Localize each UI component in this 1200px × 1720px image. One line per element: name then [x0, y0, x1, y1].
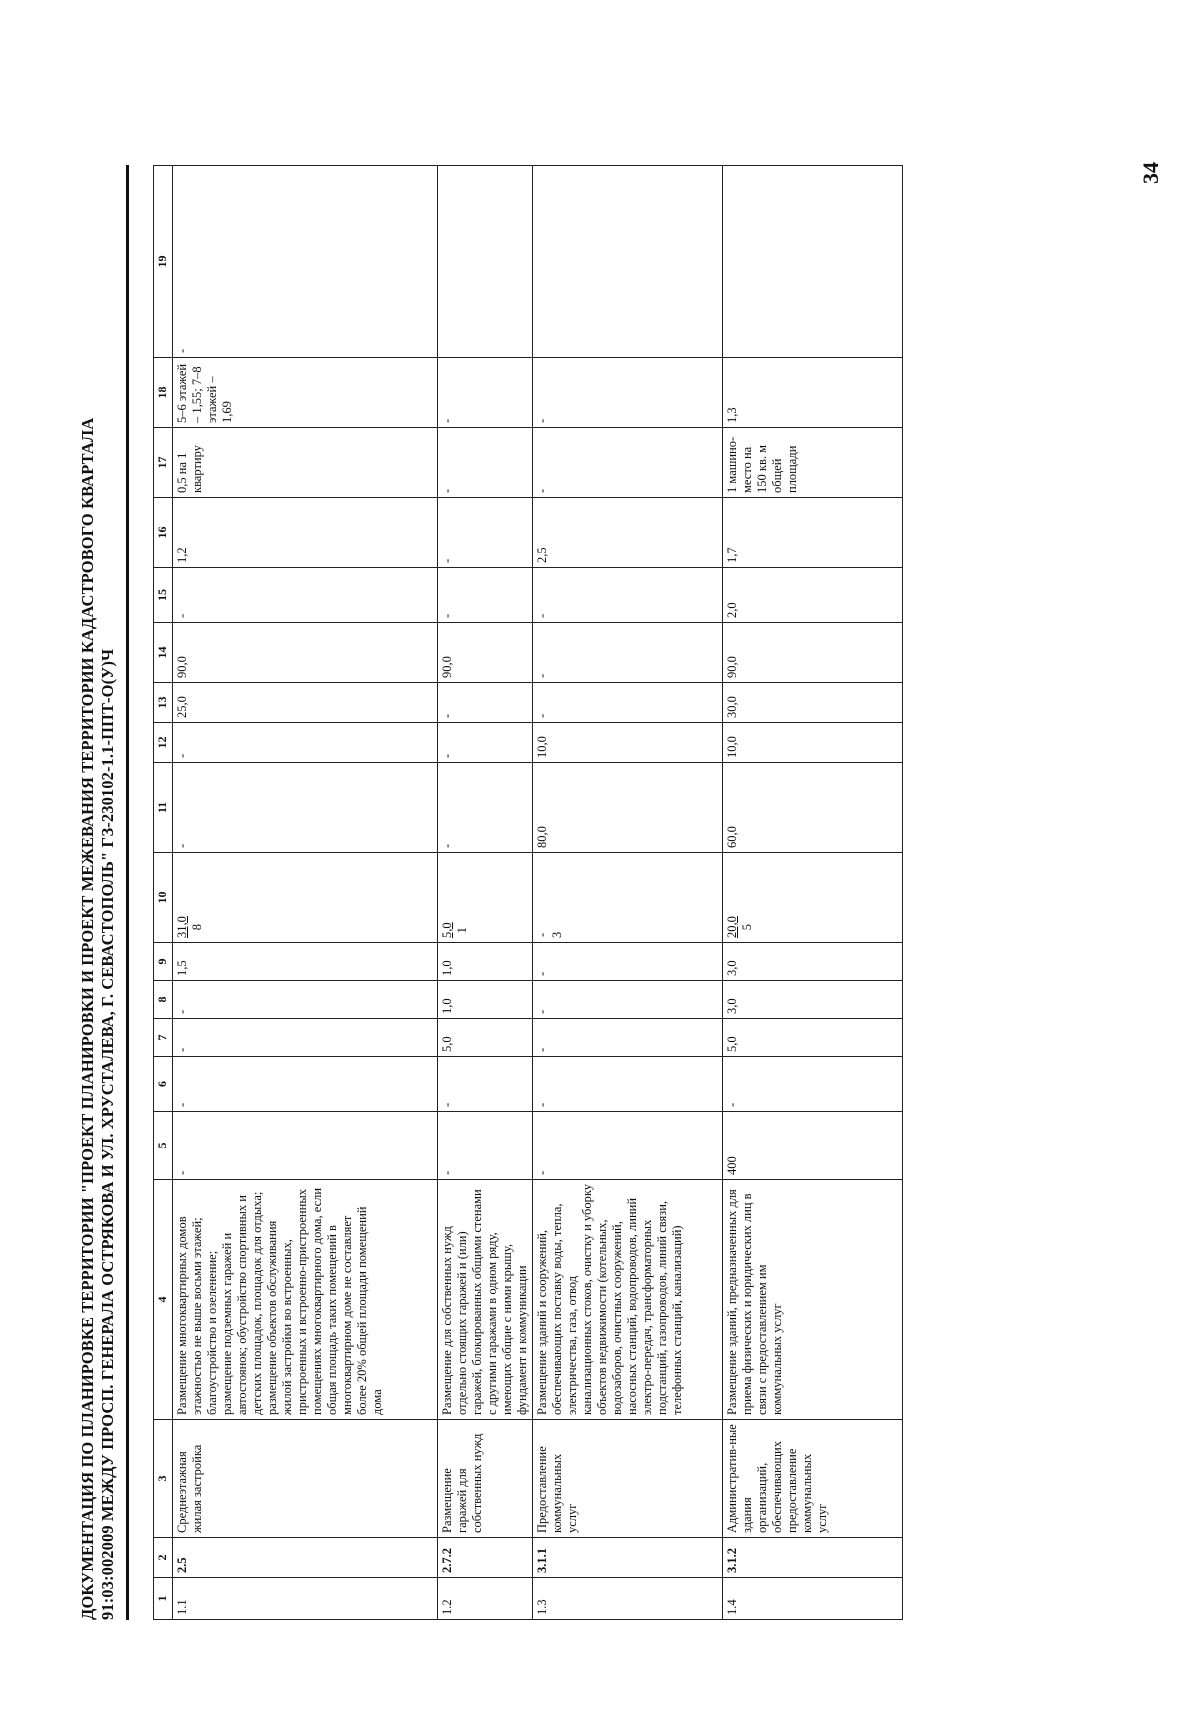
- row-use-name: Предоставление коммунальных услуг: [533, 1420, 723, 1538]
- cell-col-12: 10,0: [723, 723, 903, 763]
- header-row: [154, 166, 173, 1620]
- cell-col-17: -: [438, 428, 533, 498]
- col-header-4: 4: [154, 1180, 173, 1420]
- cell-col-19: [438, 166, 533, 358]
- cell-col-18: 5–6 этажей – 1,55; 7–8 этажей – 1,69: [173, 358, 438, 428]
- cell-col-17: -: [533, 428, 723, 498]
- cell-col-9: 3,0: [723, 943, 903, 981]
- cell-col-18: -: [438, 358, 533, 428]
- fraction-value: [175, 916, 205, 938]
- document-title: [78, 165, 129, 1620]
- cell-col-15: 2,0: [723, 568, 903, 623]
- col-header-13: 13: [154, 683, 173, 723]
- col-header-8: 8: [154, 981, 173, 1019]
- row-number: 1.4: [723, 1578, 903, 1620]
- cell-col-5: -: [438, 1112, 533, 1180]
- col-header-14: 14: [154, 623, 173, 683]
- fraction-denominator: 3: [550, 931, 564, 938]
- cell-col-5: -: [533, 1112, 723, 1180]
- regulations-table: [153, 165, 903, 1620]
- col-header-3: 3: [154, 1420, 173, 1538]
- cell-col-10: [173, 853, 438, 943]
- fraction-numerator: -: [535, 932, 549, 937]
- cell-col-7: 5,0: [723, 1019, 903, 1057]
- title-line-1: ДОКУМЕНТАЦИЯ ПО ПЛАНИРОВКЕ ТЕРРИТОРИИ "ПРОЕКТ ПЛАНИРОВКИ И ПРОЕКТ МЕЖЕВАНИЯ ТЕРРИТОРИИ КАДАСТРОВОГО КВАРТАЛА: [78, 417, 97, 1620]
- cell-col-16: 1,7: [723, 498, 903, 568]
- fraction-numerator: 20,0: [725, 916, 739, 938]
- cell-col-13: -: [438, 683, 533, 723]
- col-header-1: 1: [154, 1578, 173, 1620]
- cell-col-9: 1,0: [438, 943, 533, 981]
- cell-col-14: -: [533, 623, 723, 683]
- cell-col-7: -: [533, 1019, 723, 1057]
- cell-col-8: -: [173, 981, 438, 1019]
- cell-col-11: -: [173, 763, 438, 853]
- cell-col-14: 90,0: [438, 623, 533, 683]
- cell-col-8: 3,0: [723, 981, 903, 1019]
- fraction-denominator: 1: [455, 927, 469, 934]
- col-header-16: 16: [154, 498, 173, 568]
- row-use-description: Размещение для собственных нужд отдельно стоящих гаражей и (или) гаражей, блокированных общими стенами с другими гаражами в одном ряду, имеющих общие с ними крышу, фундамент и коммуникации: [438, 1180, 533, 1420]
- cell-col-15: -: [438, 568, 533, 623]
- col-header-19: 19: [154, 166, 173, 358]
- cell-col-12: -: [173, 723, 438, 763]
- cell-col-16: -: [438, 498, 533, 568]
- cell-col-8: -: [533, 981, 723, 1019]
- cell-col-19: -: [173, 166, 438, 358]
- cell-col-14: 90,0: [723, 623, 903, 683]
- cell-col-10: [723, 853, 903, 943]
- row-use-name: Размещение гаражей для собственных нужд: [438, 1420, 533, 1538]
- cell-col-17: 0,5 на 1 квартиру: [173, 428, 438, 498]
- col-header-11: 11: [154, 763, 173, 853]
- col-header-12: 12: [154, 723, 173, 763]
- cell-col-18: 1,3: [723, 358, 903, 428]
- row-code: 3.1.2: [723, 1538, 903, 1578]
- row-code: 3.1.1: [533, 1538, 723, 1578]
- cell-col-5: 400: [723, 1112, 903, 1180]
- cell-col-19: [723, 166, 903, 358]
- cell-col-5: -: [173, 1112, 438, 1180]
- cell-col-6: -: [173, 1057, 438, 1112]
- cell-col-6: -: [533, 1057, 723, 1112]
- table-row: [438, 166, 533, 1620]
- cell-col-13: -: [533, 683, 723, 723]
- cell-col-6: -: [438, 1057, 533, 1112]
- cell-col-11: 80,0: [533, 763, 723, 853]
- row-number: 1.1: [173, 1578, 438, 1620]
- cell-col-11: -: [438, 763, 533, 853]
- title-line-2: 91:03:002009 МЕЖДУ ПРОСП. ГЕНЕРАЛА ОСТРЯКОВА И УЛ. ХРУСТАЛЕВА, Г. СЕВАСТОПОЛЬ" ГЗ-230102-1.1-ППТ-О(У)Ч: [98, 648, 117, 1620]
- cell-col-15: -: [173, 568, 438, 623]
- cell-col-16: 2,5: [533, 498, 723, 568]
- table-row: [533, 166, 723, 1620]
- col-header-15: 15: [154, 568, 173, 623]
- cell-col-6: -: [723, 1057, 903, 1112]
- rotated-content: [78, 160, 1138, 1620]
- row-use-description: Размещение зданий, предназначенных для приема физических и юридических лиц в связи с предоставлением им коммунальных услуг: [723, 1180, 903, 1420]
- cell-col-12: 10,0: [533, 723, 723, 763]
- row-code: 2.5: [173, 1538, 438, 1578]
- col-header-9: 9: [154, 943, 173, 981]
- cell-col-9: -: [533, 943, 723, 981]
- cell-col-16: 1,2: [173, 498, 438, 568]
- cell-col-8: 1,0: [438, 981, 533, 1019]
- row-number: 1.2: [438, 1578, 533, 1620]
- row-use-description: Размещение многоквартирных домов этажностью не выше восьми этажей; благоустройство и озеленение; размещение подземных гаражей и автостоянок; обустройство спортивных и детских площадок, площадок для отдыха; размещение объектов обслуживания жилой застройки во встроенных, пристроенных и встроенно-пристроенных помещениях многоквартирного дома, если общая площадь таких помещений в многоквартирном доме не составляет более 20% общей площади помещений дома: [173, 1180, 438, 1420]
- fraction-denominator: 5: [740, 923, 754, 931]
- cell-col-10: [438, 853, 533, 943]
- page-number: 34: [1138, 162, 1163, 184]
- col-header-18: 18: [154, 358, 173, 428]
- col-header-5: 5: [154, 1112, 173, 1180]
- table-row: [173, 166, 438, 1620]
- col-header-6: 6: [154, 1057, 173, 1112]
- cell-col-11: 60,0: [723, 763, 903, 853]
- fraction-denominator: 8: [190, 923, 204, 931]
- cell-col-19: [533, 166, 723, 358]
- cell-col-7: -: [173, 1019, 438, 1057]
- fraction-numerator: 31,0: [175, 916, 189, 938]
- row-use-name: Административ-ные здания организаций, обеспечивающих предоставление коммунальных услуг: [723, 1420, 903, 1538]
- col-header-7: 7: [154, 1019, 173, 1057]
- col-header-2: 2: [154, 1538, 173, 1578]
- cell-col-9: 1,5: [173, 943, 438, 981]
- row-number: 1.3: [533, 1578, 723, 1620]
- cell-col-17: 1 машино-место на 150 кв. м общей площади: [723, 428, 903, 498]
- cell-col-13: 30,0: [723, 683, 903, 723]
- cell-col-15: -: [533, 568, 723, 623]
- cell-col-7: 5,0: [438, 1019, 533, 1057]
- row-use-description: Размещение зданий и сооружений, обеспечивающих поставку воды, тепла, электричества, газа, отвод канализационных стоков, очистку и уборку объектов недвижимости (котельных, водозаборов, очистных сооружений, насосных станций, водопроводов, линий электро-передач, трансформаторных подстанций, газопроводов, линий связи, телефонных станций, канализаций): [533, 1180, 723, 1420]
- table-row: [723, 166, 903, 1620]
- row-code: 2.7.2: [438, 1538, 533, 1578]
- fraction-value: [440, 922, 470, 938]
- row-use-name: Среднеэтажная жилая застройка: [173, 1420, 438, 1538]
- fraction-value: [535, 932, 565, 938]
- cell-col-10: [533, 853, 723, 943]
- cell-col-18: -: [533, 358, 723, 428]
- cell-col-12: -: [438, 723, 533, 763]
- cell-col-13: 25,0: [173, 683, 438, 723]
- fraction-value: [725, 916, 755, 938]
- fraction-numerator: 5,0: [440, 922, 454, 938]
- cell-col-14: 90,0: [173, 623, 438, 683]
- col-header-10: 10: [154, 853, 173, 943]
- col-header-17: 17: [154, 428, 173, 498]
